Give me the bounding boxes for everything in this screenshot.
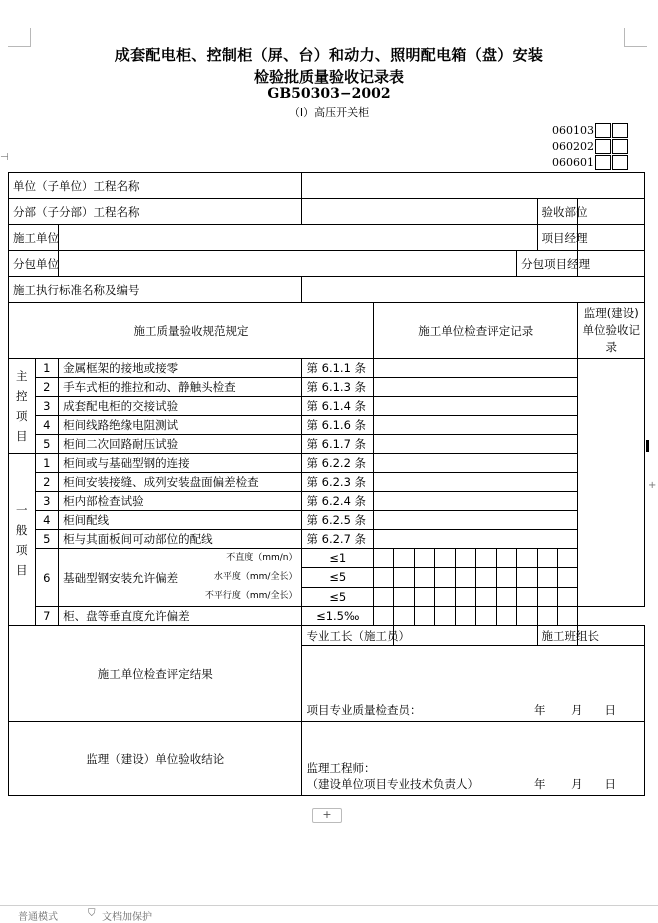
item-record-field[interactable] [374, 397, 578, 416]
item-record-field[interactable] [374, 416, 578, 435]
measure-cell[interactable] [517, 568, 537, 587]
measure-cell[interactable] [394, 607, 414, 626]
deviation-limit: ≤1.5‰ [302, 607, 374, 626]
code-checkbox[interactable] [595, 155, 611, 170]
item-number: 3 [35, 492, 59, 511]
batch-code-row [552, 154, 628, 170]
measure-cell[interactable] [517, 587, 537, 606]
measure-cell[interactable] [496, 568, 516, 587]
measure-cell[interactable] [414, 568, 434, 587]
item-clause: 第 6.1.3 条 [302, 378, 374, 397]
item-number: 4 [35, 416, 59, 435]
measure-cell[interactable] [414, 587, 434, 606]
measure-cell[interactable] [476, 587, 496, 606]
measure-cell[interactable] [496, 587, 516, 606]
item-clause: 第 6.2.3 条 [302, 473, 374, 492]
batch-code-row [552, 138, 628, 154]
item-record-field[interactable] [374, 454, 578, 473]
view-mode-label[interactable]: 普通模式 [18, 912, 58, 923]
engineer-label: 监理工程师： [306, 761, 376, 775]
supervision-conclusion-field[interactable] [302, 722, 645, 796]
item-record-field[interactable] [374, 435, 578, 454]
shield-icon: ⛉ [88, 908, 96, 919]
standard-name-label: 施工执行标准名称及编号 [9, 277, 302, 303]
standard-name-field[interactable] [302, 277, 645, 303]
date-line [534, 776, 640, 792]
supervision-record-field[interactable] [578, 359, 645, 607]
measure-cell[interactable] [537, 568, 557, 587]
item-name: 柜间配线 [59, 511, 302, 530]
foreman-label: 专业工长（施工员） [302, 626, 394, 646]
measure-cell[interactable] [374, 549, 394, 568]
item-clause: 第 6.2.5 条 [302, 511, 374, 530]
item-number: 5 [35, 530, 59, 549]
item-name: 柜间安装接缝、成列安装盘面偏差检查 [59, 473, 302, 492]
row-resize-marker [646, 440, 649, 452]
measure-cell[interactable] [557, 568, 577, 587]
construction-result-field[interactable] [302, 646, 645, 722]
measure-cell[interactable] [374, 587, 394, 606]
measure-cell[interactable] [374, 607, 394, 626]
protect-document-label[interactable]: 文档加保护 [102, 912, 152, 923]
measure-cell[interactable] [557, 587, 577, 606]
item-record-field[interactable] [374, 473, 578, 492]
measure-cell[interactable] [394, 549, 414, 568]
general-items-label: 一般项目 [9, 454, 36, 626]
deviation-limit: ≤5 [302, 587, 374, 606]
item-clause: 第 6.2.7 条 [302, 530, 374, 549]
measure-cell[interactable] [435, 587, 455, 606]
item-clause: 第 6.2.4 条 [302, 492, 374, 511]
measure-cell[interactable] [557, 549, 577, 568]
item-record-field[interactable] [374, 511, 578, 530]
add-column-icon[interactable]: + [648, 480, 657, 491]
measure-cell[interactable] [435, 607, 455, 626]
standard-code: GB50303−2002 [267, 86, 391, 102]
item-name: 柜、盘等垂直度允许偏差 [59, 607, 302, 626]
year-label: 年 [533, 703, 546, 717]
item-number: 6 [35, 549, 59, 607]
item-number: 1 [35, 454, 59, 473]
batch-code: 060601 [552, 155, 594, 169]
accept-part-label: 验收部位 [537, 199, 578, 225]
day-label: 日 [604, 703, 616, 717]
team-leader-label: 施工班组长 [537, 626, 578, 646]
owner-signature-line [306, 776, 640, 792]
measure-cell[interactable] [537, 607, 557, 626]
subcontract-unit-label: 分包单位 [9, 251, 59, 277]
item-name: 成套配电柜的交接试验 [59, 397, 302, 416]
item-clause: 第 6.2.2 条 [302, 454, 374, 473]
code-checkbox[interactable] [612, 155, 628, 170]
code-checkbox[interactable] [612, 123, 628, 138]
item-name: 柜内部检查试验 [59, 492, 302, 511]
deviation-sub-name: 水平度（mm/全长） [213, 572, 298, 582]
item-name: 基础型钢安装允许偏差 [63, 570, 179, 585]
record-header: 施工单位检查评定记录 [374, 303, 578, 359]
unit-project-label: 单位（子单位）工程名称 [9, 173, 302, 199]
measure-cell[interactable] [476, 607, 496, 626]
inspection-record-table [8, 172, 645, 796]
deviation-item [59, 549, 302, 607]
measure-cell[interactable] [435, 568, 455, 587]
item-clause: 第 6.1.7 条 [302, 435, 374, 454]
measure-cell[interactable] [455, 568, 475, 587]
deviation-limit: ≤1 [302, 549, 374, 568]
measure-cell[interactable] [537, 587, 557, 606]
batch-code-list [552, 122, 628, 170]
item-clause: 第 6.1.6 条 [302, 416, 374, 435]
item-number: 1 [35, 359, 59, 378]
month-label: 月 [571, 777, 583, 791]
item-number: 2 [35, 473, 59, 492]
measure-cell[interactable] [476, 568, 496, 587]
item-name: 柜与其面板间可动部位的配线 [59, 530, 302, 549]
construction-result-label: 施工单位检查评定结果 [9, 626, 302, 722]
item-number: 7 [35, 607, 59, 626]
item-record-field[interactable] [374, 530, 578, 549]
item-number: 3 [35, 397, 59, 416]
spec-header: 施工质量验收规范规定 [9, 303, 374, 359]
item-record-field[interactable] [374, 378, 578, 397]
construction-unit-field[interactable] [59, 225, 537, 251]
document-title-line2: 检验批质量验收记录表 [253, 68, 404, 86]
item-clause: 第 6.1.1 条 [302, 359, 374, 378]
day-label: 日 [604, 777, 616, 791]
inspector-signature-line [306, 702, 640, 718]
measure-cell[interactable] [517, 549, 537, 568]
batch-code: 060103 [552, 123, 594, 137]
year-label: 年 [533, 777, 546, 791]
deviation-sub-name: 不平行度（mm/全长） [204, 591, 298, 601]
measure-cell[interactable] [414, 607, 434, 626]
batch-code-row [552, 122, 628, 138]
table-move-handle-icon[interactable]: ⊣ [0, 152, 9, 163]
measure-cell[interactable] [374, 568, 394, 587]
measure-cell[interactable] [517, 607, 537, 626]
item-number: 5 [35, 435, 59, 454]
measure-cell[interactable] [414, 549, 434, 568]
measure-cell[interactable] [394, 568, 414, 587]
inspector-label: 项目专业质量检查员： [306, 703, 422, 717]
measure-cell[interactable] [537, 549, 557, 568]
code-checkbox[interactable] [612, 139, 628, 154]
item-clause: 第 6.1.4 条 [302, 397, 374, 416]
batch-code: 060202 [552, 139, 594, 153]
status-bar [0, 905, 658, 923]
sub-project-field[interactable] [302, 199, 537, 225]
measure-cell[interactable] [455, 587, 475, 606]
item-number: 2 [35, 378, 59, 397]
construction-unit-label: 施工单位 [9, 225, 59, 251]
deviation-sub-list [196, 549, 301, 606]
unit-project-field[interactable] [302, 173, 645, 199]
document-title-line1: 成套配电柜、控制柜（屏、台）和动力、照明配电箱（盘）安装 [114, 46, 544, 64]
measure-cell[interactable] [496, 549, 516, 568]
item-number: 4 [35, 511, 59, 530]
add-row-button[interactable]: + [312, 808, 342, 823]
code-checkbox[interactable] [595, 139, 611, 154]
deviation-sub-name: 不直度（mm/n） [226, 553, 298, 563]
item-name: 柜间或与基础型钢的连接 [59, 454, 302, 473]
project-manager-label: 项目经理 [537, 225, 578, 251]
item-record-field[interactable] [374, 359, 578, 378]
document-subtitle: （Ⅰ）高压开关柜 [288, 106, 370, 119]
measure-cell[interactable] [455, 607, 475, 626]
date-line [534, 702, 640, 718]
measure-cell[interactable] [557, 607, 577, 626]
deviation-limit: ≤5 [302, 568, 374, 587]
subcontract-manager-label: 分包项目经理 [517, 251, 578, 277]
code-checkbox[interactable] [595, 123, 611, 138]
supervision-header: 监理(建设)单位验收记录 [578, 303, 645, 359]
owner-tech-label: （建设单位项目专业技术负责人） [306, 777, 479, 791]
item-name: 柜间二次回路耐压试验 [59, 435, 302, 454]
month-label: 月 [571, 703, 583, 717]
measure-cell[interactable] [496, 607, 516, 626]
item-name: 柜间线路绝缘电阻测试 [59, 416, 302, 435]
foreman-field[interactable] [394, 626, 537, 646]
measure-cell[interactable] [435, 549, 455, 568]
supervision-conclusion-label: 监理（建设）单位验收结论 [9, 722, 302, 796]
item-record-field[interactable] [374, 492, 578, 511]
subcontract-unit-field[interactable] [59, 251, 517, 277]
main-control-label: 主控项目 [9, 359, 36, 454]
item-name: 手车式柜的推拉和动、静触头检查 [59, 378, 302, 397]
measure-cell[interactable] [455, 549, 475, 568]
sub-project-label: 分部（子分部）工程名称 [9, 199, 302, 225]
item-name: 金属框架的接地或接零 [59, 359, 302, 378]
measure-cell[interactable] [476, 549, 496, 568]
measure-cell[interactable] [394, 587, 414, 606]
